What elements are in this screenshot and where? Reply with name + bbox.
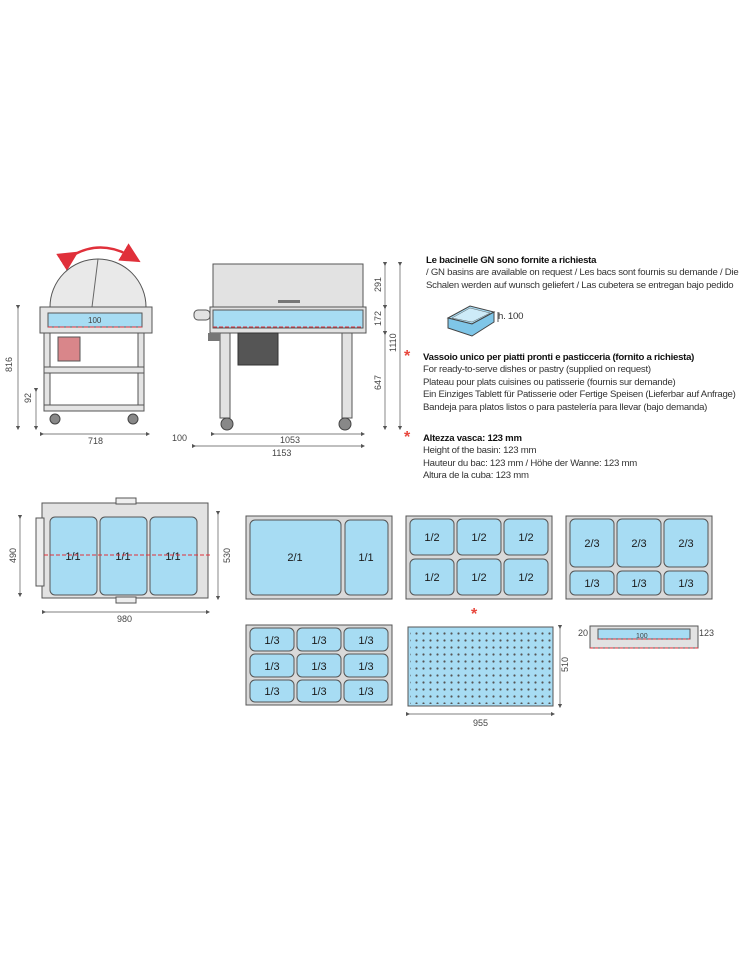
svg-text:2/3: 2/3	[631, 538, 647, 550]
perforated-tray	[408, 627, 570, 728]
pan	[345, 520, 388, 595]
svg-text:1/2: 1/2	[518, 532, 534, 544]
pan	[570, 519, 614, 567]
svg-text:1/3: 1/3	[311, 661, 327, 673]
svg-text:1/3: 1/3	[358, 635, 374, 647]
pan	[504, 519, 548, 555]
config-6-1-2	[406, 516, 552, 599]
svg-text:530: 530	[222, 547, 232, 563]
pan	[570, 571, 614, 595]
svg-text:100: 100	[172, 433, 188, 443]
pan	[250, 680, 294, 702]
svg-text:718: 718	[88, 436, 104, 446]
asterisk-icon: *	[404, 429, 411, 446]
svg-text:2/3: 2/3	[678, 538, 694, 550]
svg-text:1/3: 1/3	[264, 661, 280, 673]
svg-text:1153: 1153	[272, 448, 292, 458]
pan	[297, 628, 341, 651]
pan	[150, 517, 197, 595]
svg-text:955: 955	[473, 718, 489, 728]
gn-basins-note	[426, 255, 738, 292]
svg-text:1/2: 1/2	[424, 532, 440, 544]
gn-basin-icon	[448, 306, 498, 336]
basin-height-label: h. 100	[498, 311, 524, 322]
pan	[297, 654, 341, 677]
pan	[664, 519, 708, 567]
svg-text:291: 291	[373, 276, 383, 292]
basin-height-note: Altezza vasca: 123 mm Height of the basin: 123 mm Hauteur du bac: 123 mm / Höhe der Wanne: 123 mm Altura de la cuba: 123 mm	[423, 433, 637, 482]
svg-text:1110: 1110	[388, 333, 398, 352]
pan	[100, 517, 147, 595]
asterisk-icon: *	[404, 348, 411, 365]
side-view	[4, 248, 187, 447]
pan	[344, 654, 388, 677]
tray-title: Vassoio unico per piatti pronti e pasticceria (fornito a richiesta)	[423, 352, 695, 363]
svg-text:1053: 1053	[280, 435, 301, 445]
svg-text:1/2: 1/2	[424, 572, 440, 584]
config-2-3-1-3	[566, 516, 712, 599]
config-9-1-3	[246, 625, 392, 705]
pan	[664, 571, 708, 595]
pan	[344, 628, 388, 651]
top-view	[8, 498, 232, 624]
basin-height-title: Altezza vasca: 123 mm	[423, 433, 522, 444]
pan	[50, 517, 97, 595]
svg-text:1/2: 1/2	[518, 572, 534, 584]
svg-text:1/3: 1/3	[264, 635, 280, 647]
tray-note: Vassoio unico per piatti pronti e pasticceria (fornito a richiesta) For ready-to-serve dishes or pastry (supplied on request) Plateau pour plats cuisines ou patisserie (fournis sur demande) Ein Einziges Tablett für Patisserie oder Fertige Speisen (Lieferbar auf Anfrage) Bandeja para platos listos o para pastelería para llevar (bajo demanda)	[423, 352, 736, 413]
pan	[250, 628, 294, 651]
gn-basins-line: / GN basins are available on request / Les bacs sont fournis su demande / Die	[426, 267, 739, 279]
pan	[250, 520, 341, 595]
svg-text:20: 20	[578, 628, 589, 638]
svg-text:510: 510	[560, 656, 570, 672]
front-view	[194, 264, 400, 458]
pan	[617, 519, 661, 567]
svg-text:647: 647	[373, 374, 383, 390]
svg-text:123: 123	[699, 628, 715, 638]
svg-text:1/2: 1/2	[471, 572, 487, 584]
pan	[250, 654, 294, 677]
svg-text:1/3: 1/3	[358, 661, 374, 673]
svg-text:1/3: 1/3	[311, 635, 327, 647]
svg-text:2/1: 2/1	[287, 552, 303, 564]
svg-text:816: 816	[4, 356, 14, 372]
svg-text:1/3: 1/3	[584, 578, 600, 590]
svg-text:92: 92	[23, 392, 33, 403]
basin-section	[578, 626, 714, 648]
gn-basins-title: Le bacinelle GN sono fornite a richiesta	[426, 255, 597, 266]
front-basin	[213, 310, 363, 328]
pan	[617, 571, 661, 595]
svg-text:980: 980	[117, 614, 133, 624]
pan	[410, 519, 454, 555]
svg-text:1/3: 1/3	[311, 686, 327, 698]
pan	[297, 680, 341, 702]
asterisk-icon: *	[471, 606, 478, 623]
gn-basins-line: Schalen werden auf wunsch geliefert / Las cubetera se entregan bajo pedido	[426, 279, 734, 291]
pan	[457, 519, 501, 555]
svg-text:1/1: 1/1	[115, 551, 131, 563]
svg-text:1/1: 1/1	[358, 552, 374, 564]
svg-text:490: 490	[8, 547, 18, 563]
pan	[344, 680, 388, 702]
svg-text:100: 100	[88, 316, 102, 325]
svg-text:1/3: 1/3	[678, 578, 694, 590]
svg-text:1/3: 1/3	[631, 578, 647, 590]
svg-text:100: 100	[636, 633, 648, 640]
pan	[457, 559, 501, 595]
pan	[410, 559, 454, 595]
rotation-arrow	[70, 248, 132, 258]
svg-text:1/3: 1/3	[264, 686, 280, 698]
svg-text:1/1: 1/1	[165, 551, 181, 563]
dome-cover	[50, 259, 146, 307]
svg-text:2/3: 2/3	[584, 538, 600, 550]
svg-text:172: 172	[373, 310, 383, 326]
pan	[504, 559, 548, 595]
compressor	[238, 333, 278, 365]
svg-text:1/1: 1/1	[65, 551, 81, 563]
heater-box	[58, 337, 80, 361]
config-2-1-1-1	[246, 516, 392, 599]
svg-text:1/3: 1/3	[358, 686, 374, 698]
svg-text:1/2: 1/2	[471, 532, 487, 544]
